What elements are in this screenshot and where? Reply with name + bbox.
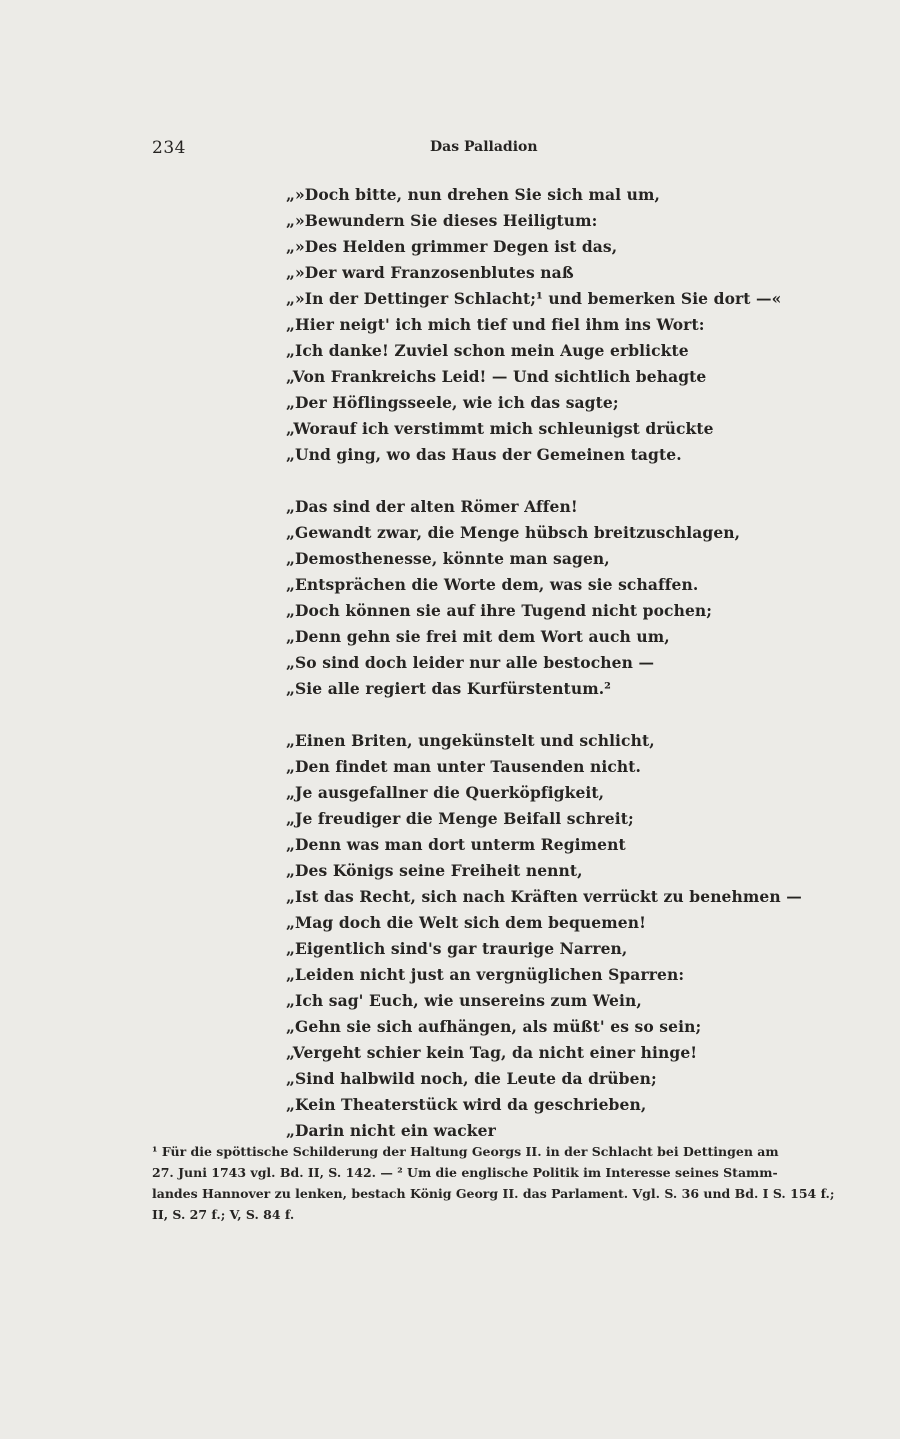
verse-line: „Hier neigt' ich mich tief und fiel ihm ins Wort: [286,315,705,334]
verse-line: „Je freudiger die Menge Beifall schreit; [286,809,634,828]
verse-line: „Doch können sie auf ihre Tugend nicht pochen; [286,601,713,620]
verse-line: „Leiden nicht just an vergnüglichen Sparren: [286,965,685,984]
verse-line: „Gewandt zwar, die Menge hübsch breitzuschlagen, [286,523,741,542]
verse-line: „Des Königs seine Freiheit nennt, [286,861,583,880]
verse-line: „Worauf ich verstimmt mich schleunigst drückte [286,419,714,438]
stanza-2 [286,494,766,702]
verse-line: „Der Höflingsseele, wie ich das sagte; [286,393,619,412]
verse-line: „Ich sag' Euch, wie unsereins zum Wein, [286,991,642,1010]
verse-line: „Das sind der alten Römer Affen! [286,497,578,516]
verse-line: „Entsprächen die Worte dem, was sie schaffen. [286,575,699,594]
verse-line: „»Doch bitte, nun drehen Sie sich mal um, [286,185,661,204]
verse-line: „Eigentlich sind's gar traurige Narren, [286,939,628,958]
verse-line: „Kein Theaterstück wird da geschrieben, [286,1095,647,1114]
verse-line: „Denn was man dort unterm Regiment [286,835,626,854]
footnotes [152,1141,835,1225]
running-head: Das Palladion [430,139,538,155]
verse-line: „»Der ward Franzosenblutes naß [286,263,574,282]
verse-line: „Von Frankreichs Leid! — Und sichtlich behagte [286,367,707,386]
verse-line: „Darin nicht ein wacker [286,1121,496,1140]
verse-line: „Demosthenesse, könnte man sagen, [286,549,610,568]
verse-line: „Einen Briten, ungekünstelt und schlicht, [286,731,655,750]
verse-line: „So sind doch leider nur alle bestochen — [286,653,655,672]
verse-line: „Vergeht schier kein Tag, da nicht einer hinge! [286,1043,698,1062]
stanza-3 [286,728,802,1144]
footnote-line: landes Hannover zu lenken, bestach König Georg II. das Parlament. Vgl. S. 36 und Bd. I S. 154 f.; [152,1186,835,1201]
verse-line: „Ich danke! Zuviel schon mein Auge erblickte [286,341,689,360]
verse-line: „Und ging, wo das Haus der Gemeinen tagte. [286,445,682,464]
verse-line: „Denn gehn sie frei mit dem Wort auch um, [286,627,670,646]
footnote-line: 27. Juni 1743 vgl. Bd. II, S. 142. — ² Um die englische Politik im Interesse seines Stamm- [152,1165,778,1180]
verse-line: „»Bewundern Sie dieses Heiligtum: [286,211,598,230]
verse-line: „»In der Dettinger Schlacht;¹ und bemerken Sie dort —« [286,289,782,308]
verse-line: „»Des Helden grimmer Degen ist das, [286,237,618,256]
footnote-line: ¹ Für die spöttische Schilderung der Haltung Georgs II. in der Schlacht bei Dettingen am [152,1144,779,1159]
stanza-1 [286,182,782,468]
page-number: 234 [152,138,186,158]
verse-line: „Gehn sie sich aufhängen, als müßt' es so sein; [286,1017,702,1036]
poem [286,182,802,1144]
verse-line: „Je ausgefallner die Querköpfigkeit, [286,783,605,802]
verse-line: „Sie alle regiert das Kurfürstentum.² [286,679,612,698]
verse-line: „Ist das Recht, sich nach Kräften verrückt zu benehmen — [286,887,802,906]
verse-line: „Sind halbwild noch, die Leute da drüben; [286,1069,657,1088]
page-header [152,138,756,162]
verse-line: „Den findet man unter Tausenden nicht. [286,757,642,776]
footnote-line: II, S. 27 f.; V, S. 84 f. [152,1207,295,1222]
verse-line: „Mag doch die Welt sich dem bequemen! [286,913,646,932]
